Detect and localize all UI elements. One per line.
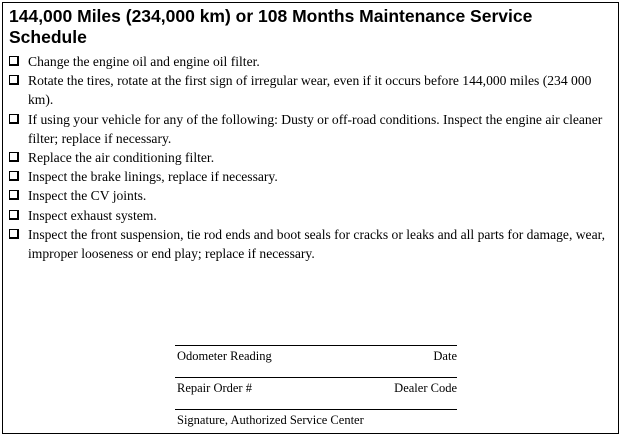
checklist-item-text: Inspect the brake linings, replace if necessary. [28,169,278,185]
odometer-date-line [175,345,457,366]
checklist-item-text: Change the engine oil and engine oil filter. [28,54,260,69]
signature-label: Signature, Authorized Service Center [177,413,364,427]
checkbox-icon [9,229,19,239]
checklist-item [9,52,614,71]
maintenance-schedule-card [2,2,619,434]
dealer-code-label: Dealer Code [394,381,457,395]
checkbox-icon [9,152,19,162]
checklist-item [9,167,614,186]
repair-order-label: Repair Order # [177,381,252,395]
repair-order-dealer-line [175,377,457,398]
checkbox-icon [9,75,19,85]
checklist [9,52,614,263]
checklist-item-text: Replace the air conditioning filter. [28,150,215,166]
odometer-reading-label: Odometer Reading [177,349,272,363]
checklist-item-text: If using your vehicle for any of the following: Dusty or off-road conditions. Inspect the engine air cleaner filter; replace if necessary. [28,111,603,146]
checklist-item-text: Inspect the CV joints. [28,188,147,204]
checkbox-icon [9,171,19,181]
checklist-item-text: Inspect the front suspension, tie rod ends and boot seals for cracks or leaks and all parts for damage, wear, improper looseness or end play; replace if necessary. [28,226,606,262]
checklist-item [9,71,614,109]
checklist-item [9,110,614,148]
checkbox-icon [9,190,19,200]
date-label: Date [433,349,457,363]
checklist-item [9,225,614,263]
checklist-item-text: Rotate the tires, rotate at the first sign of irregular wear, even if it occurs before 144,000 miles (234 000 km). [28,73,592,108]
checkbox-icon [9,114,19,124]
checkbox-icon [9,56,19,66]
checklist-item [9,186,614,205]
checklist-item [9,148,614,167]
schedule-title: 144,000 Miles (234,000 km) or 108 Months Maintenance Service Schedule [9,6,533,47]
signature-line [175,409,457,430]
checkbox-icon [9,210,19,220]
checklist-item-text: Inspect exhaust system. [28,207,157,223]
checklist-item [9,206,614,225]
